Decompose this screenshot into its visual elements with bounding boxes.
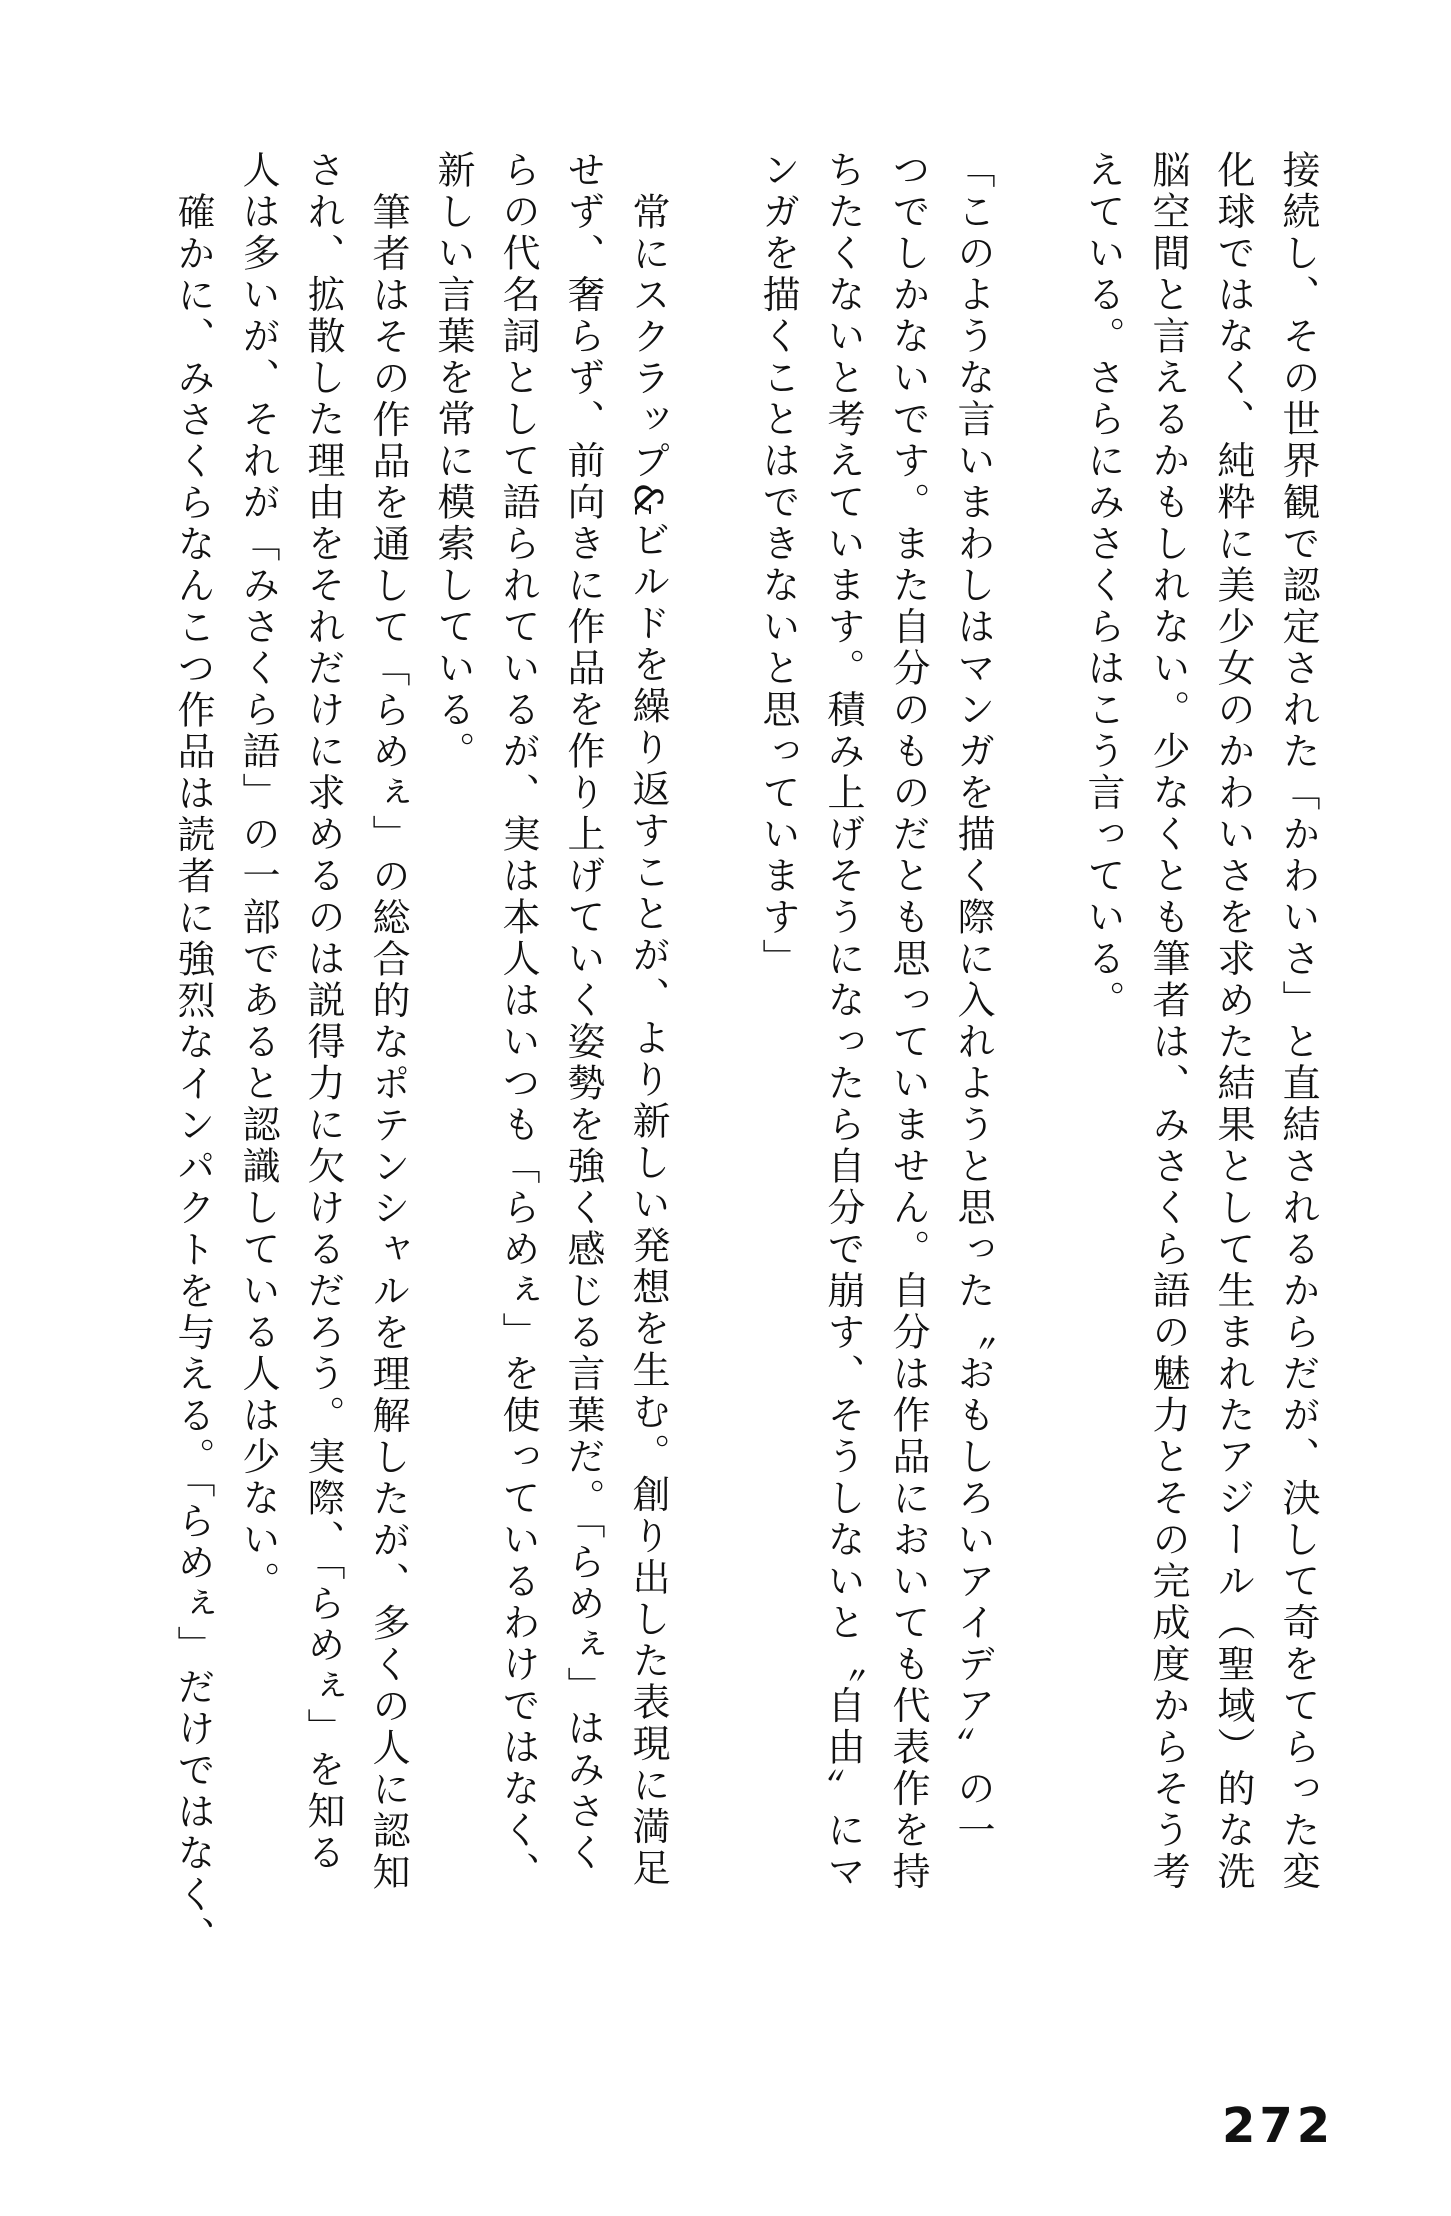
text-line: 脳空間と言えるかもしれない。少なくとも筆者は、みさくら語の魅力とその完成度からそう考 <box>1146 150 1190 1893</box>
blank-line <box>1005 150 1070 1870</box>
blank-line <box>680 150 745 1870</box>
text-line: らの代名詞として語られているが、実は本人はいつも「らめぇ」を使っているわけではなく、 <box>496 150 540 1893</box>
text-line: 確かに、みさくらなんこつ作品は読者に強烈なインパクトを与える。「らめぇ」だけではなく、 <box>171 191 215 1957</box>
text-line: 常にスクラップ&ビルドを繰り返すことが、より新しい発想を生む。創り出した表現に満足 <box>626 191 670 1889</box>
text-line: ちたくないと考えています。積み上げそうになったら自分で崩す、そうしないと〝自由〟にマ <box>821 150 865 1893</box>
text-line: つでしかないです。また自分のものだとも思っていません。自分は作品においても代表作を持 <box>886 150 930 1893</box>
text-line: 人は多いが、それが「みさくら語」の一部であると認識している人は少ない。 <box>236 150 280 1603</box>
text-line: 「このような言いまわしはマンガを描く際に入れようと思った〝おもしろいアイデア〟の一 <box>951 150 995 1852</box>
text-line: 接続し、その世界観で認定された「かわいさ」と直結されるからだが、決して奇をてらった変 <box>1276 150 1320 1893</box>
page-number: 272 <box>1222 2098 1335 2154</box>
text-line: 化球ではなく、純粋に美少女のかわいさを求めた結果として生まれたアジール（聖域）的な洗 <box>1211 150 1255 1893</box>
text-line: せず、奢らず、前向きに作品を作り上げていく姿勢を強く感じる言葉だ。「らめぇ」はみさく <box>561 150 605 1874</box>
text-line: えている。さらにみさくらはこう言っている。 <box>1081 150 1125 1022</box>
text-line: ンガを描くことはできないと思っています」 <box>756 150 800 980</box>
text-line: 筆者はその作品を通して「らめぇ」の総合的なポテンシャルを理解したが、多くの人に認知 <box>366 191 410 1893</box>
text-line: 新しい言葉を常に模索している。 <box>431 150 475 773</box>
body-text <box>160 150 1330 1957</box>
text-line: され、拡散した理由をそれだけに求めるのは説得力に欠けるだろう。実際、「らめぇ」を知る <box>301 150 345 1874</box>
